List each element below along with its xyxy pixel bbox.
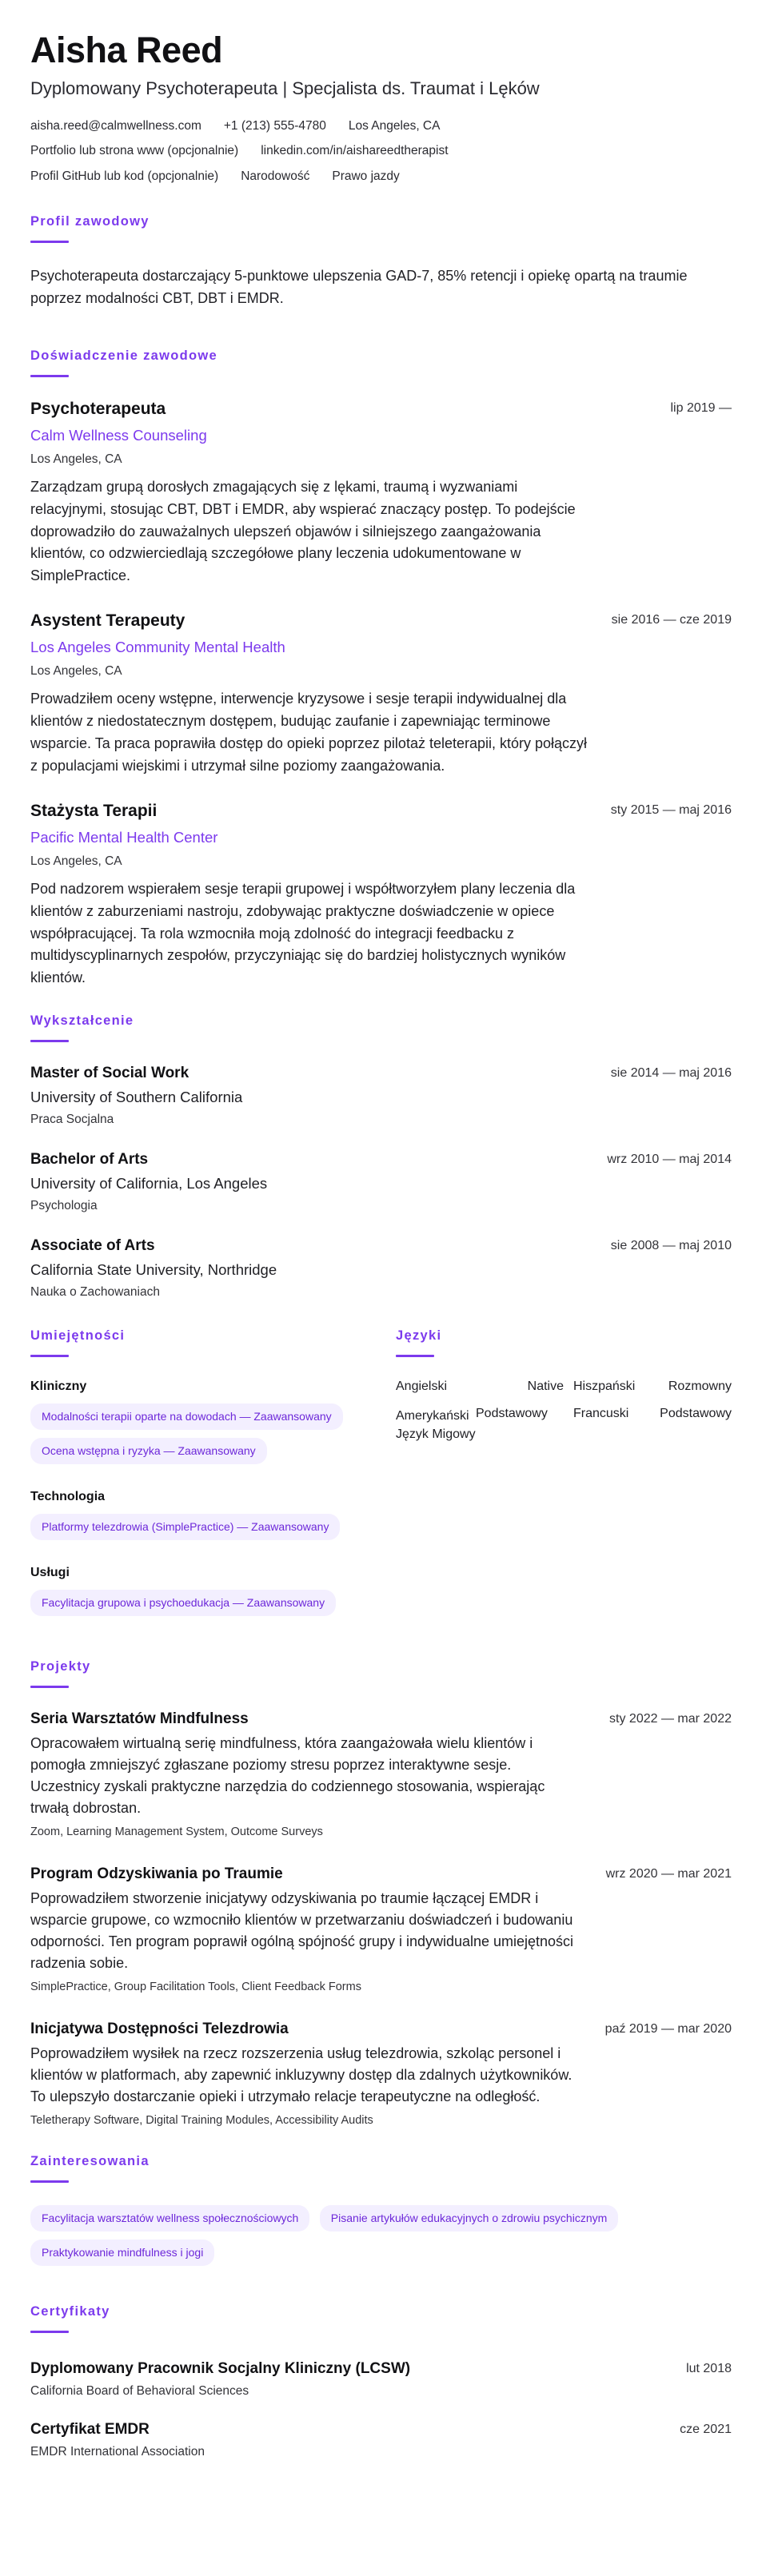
job-role: Psychoterapeuta	[30, 399, 166, 418]
language-level: Podstawowy	[476, 1407, 548, 1421]
education-school: University of Southern California	[30, 1089, 243, 1106]
language-level: Rozmowny	[668, 1380, 732, 1394]
skill-category: Kliniczny	[30, 1380, 87, 1394]
section-title: Certyfikaty	[30, 2303, 110, 2319]
job-location: Los Angeles, CA	[30, 854, 122, 868]
section-title: Profil zawodowy	[30, 214, 150, 229]
education-entry	[30, 1237, 732, 1300]
skill-group	[30, 1380, 349, 1472]
interests-section	[30, 2154, 732, 2274]
github-link[interactable]: Profil GitHub lub kod (opcjonalnie)	[30, 169, 219, 183]
job-organization: Los Angeles Community Mental Health	[30, 639, 285, 656]
interest-chip: Facylitacja warsztatów wellness społecznościowych	[30, 2205, 309, 2232]
project-tools: SimplePractice, Group Facilitation Tools, Client Feedback Forms	[30, 1980, 361, 1993]
job-location: Los Angeles, CA	[30, 664, 122, 679]
interest-chip: Pisanie artykułów edukacyjnych o zdrowiu psychicznym	[320, 2205, 618, 2232]
education-entry	[30, 1065, 732, 1127]
job-date: lip 2019 —	[670, 400, 732, 415]
project-entry	[30, 1710, 732, 1838]
education-degree: Bachelor of Arts	[30, 1151, 149, 1169]
section-divider	[30, 1355, 69, 1357]
candidate-name: Aisha Reed	[30, 30, 223, 70]
resume-header	[30, 30, 732, 182]
skill-category: Usługi	[30, 1565, 70, 1579]
job-organization: Pacific Mental Health Center	[30, 828, 218, 846]
experience-entry	[30, 802, 732, 989]
skill-group	[30, 1490, 349, 1548]
skill-chip: Platformy telezdrowia (SimplePractice) — Zaawansowany	[30, 1514, 340, 1540]
section-divider	[30, 2331, 69, 2333]
language-name: Hiszpański	[573, 1380, 636, 1394]
project-name: Inicjatywa Dostępności Telezdrowia	[30, 2020, 289, 2037]
section-title: Umiejętności	[30, 1328, 126, 1344]
education-date: wrz 2010 — maj 2014	[607, 1153, 732, 1167]
education-date: sie 2014 — maj 2016	[610, 1066, 732, 1081]
certification-issuer: California Board of Behavioral Sciences	[30, 2383, 249, 2398]
project-description: Poprowadziłem wysiłek na rzecz rozszerzenia usług telezdrowia, szkoląc personel i klientów w platformach, aby zapewnić inkluzywny dostęp dla zdalnych użytkowników. To ulepszyło dostarczanie opieki i utrzymało relacje terapeutyczne na odległość.	[30, 2044, 572, 2104]
section-divider	[30, 375, 69, 377]
email-link[interactable]: aisha.reed@calmwellness.com	[30, 118, 201, 133]
education-degree: Associate of Arts	[30, 1237, 155, 1255]
skill-group	[30, 1566, 349, 1624]
phone-link[interactable]: +1 (213) 555-4780	[223, 118, 326, 133]
nationality-text: Narodowość	[241, 169, 310, 183]
section-title: Projekty	[30, 1658, 91, 1674]
experience-entry	[30, 611, 732, 778]
certification-entry	[30, 2360, 732, 2399]
job-role: Stażysta Terapii	[30, 801, 158, 820]
linkedin-link[interactable]: linkedin.com/in/aishareedtherapist	[261, 144, 449, 157]
portfolio-link[interactable]: Portfolio lub strona www (opcjonalnie)	[30, 144, 239, 157]
education-school: California State University, Northridge	[30, 1261, 277, 1279]
section-title: Języki	[396, 1328, 442, 1344]
section-divider	[30, 1040, 69, 1042]
language-name: Angielski	[396, 1380, 448, 1394]
education-entry	[30, 1151, 732, 1213]
section-divider	[30, 2180, 69, 2183]
location-text: Los Angeles, CA	[348, 118, 441, 133]
languages-grid	[396, 1380, 732, 1443]
section-title: Doświadczenie zawodowe	[30, 348, 217, 363]
skill-chip: Modalności terapii oparte na dowodach — Zaawansowany	[30, 1403, 343, 1430]
education-school: University of California, Los Angeles	[30, 1175, 268, 1192]
skill-chip: Facylitacja grupowa i psychoedukacja — Zaawansowany	[30, 1590, 336, 1616]
certification-name: Dyplomowany Pracownik Socjalny Kliniczny (LCSW)	[30, 2359, 411, 2377]
education-section	[30, 1013, 732, 1300]
projects-section	[30, 1659, 732, 2127]
project-date: sty 2022 — mar 2022	[609, 1711, 732, 1726]
candidate-title: Dyplomowany Psychoterapeuta | Specjalista ds. Traumat i Lęków	[30, 78, 540, 98]
project-name: Seria Warsztatów Mindfulness	[30, 1710, 249, 1727]
contact-row	[30, 170, 732, 183]
contact-row	[30, 145, 732, 157]
experience-entry	[30, 400, 732, 587]
certification-entry	[30, 2421, 732, 2459]
project-entry	[30, 2021, 732, 2127]
job-location: Los Angeles, CA	[30, 452, 122, 466]
driving-license-text: Prawo jazdy	[332, 169, 400, 183]
job-description: Pod nadzorem wspierałem sesje terapii grupowej i współtworzyłem plany leczenia dla klientów z zaburzeniami nastroju, zdobywając praktyczne doświadczenie w opiece współpracującej. Ta rola wzmocniła moją zdolność do integracji feedbacku z multidyscyplinarnych zespołów, przyczyniając się do bardziej holistycznych wyników klientów.	[30, 880, 576, 986]
project-name: Program Odzyskiwania po Traumie	[30, 1865, 283, 1882]
job-date: sie 2016 — cze 2019	[611, 613, 732, 627]
education-field: Praca Socjalna	[30, 1113, 114, 1127]
project-description: Poprowadziłem stworzenie inicjatywy odzyskiwania po traumie łączącej EMDR i wsparcie grupowe, co wzmocniło klientów w przetwarzaniu doświadczeń i budowaniu odporności. Ten program poprawił ogólną spójność grupy i indywidualne umiejętności radzenia sobie.	[30, 1889, 574, 1971]
certification-name: Certyfikat EMDR	[30, 2420, 150, 2438]
language-level: Native	[527, 1380, 564, 1394]
certification-issuer: EMDR International Association	[30, 2444, 205, 2459]
language-name: Amerykański Język Migowy	[396, 1409, 476, 1442]
project-tools: Zoom, Learning Management System, Outcome Surveys	[30, 1825, 323, 1838]
project-date: wrz 2020 — mar 2021	[605, 1866, 732, 1881]
education-date: sie 2008 — maj 2010	[610, 1239, 732, 1253]
skill-chip: Ocena wstępna i ryzyka — Zaawansowany	[30, 1438, 267, 1464]
section-title: Wykształcenie	[30, 1013, 134, 1029]
section-divider	[396, 1355, 434, 1357]
project-date: paź 2019 — mar 2020	[604, 2021, 732, 2036]
job-organization: Calm Wellness Counseling	[30, 426, 207, 444]
interests-chips	[30, 2205, 732, 2274]
education-field: Nauka o Zachowaniach	[30, 1285, 160, 1300]
certification-date: cze 2021	[680, 2422, 732, 2436]
contact-row	[30, 120, 732, 133]
project-description: Opracowałem wirtualną serię mindfulness, która zaangażowała wielu klientów i pomogła zmniejszyć zgłaszane poziomy stresu poprzez interaktywne sesje. Uczestnicy zyskali praktyczne narzędzia do codziennego stosowania, wspierając trwałą dobrostan.	[30, 1734, 545, 1816]
project-entry	[30, 1865, 732, 1993]
language-level: Podstawowy	[660, 1407, 732, 1421]
project-tools: Teletherapy Software, Digital Training Modules, Accessibility Audits	[30, 2113, 373, 2127]
experience-section	[30, 348, 732, 989]
skills-section	[30, 1328, 349, 1642]
section-divider	[30, 241, 69, 243]
certification-date: lut 2018	[686, 2361, 732, 2375]
certifications-section	[30, 2304, 732, 2459]
job-description: Zarządzam grupą dorosłych zmagających się z lękami, traumą i wyzwaniami relacyjnymi, stosując CBT, DBT i EMDR, aby wspierać znaczący postęp. To podejście doprowadziło do zauważalnych ulepszeń objawów i silniejszego zaangażowania klientów, co odzwierciedlają szczegółowe plany leczenia udokumentowane w SimplePractice.	[30, 478, 576, 584]
skills-languages-row	[30, 1328, 732, 1642]
summary-text: Psychoterapeuta dostarczający 5-punktowe ulepszenia GAD-7, 85% retencji i opiekę opartą na traumie poprzez modalności CBT, DBT i EMDR.	[30, 268, 688, 306]
interest-chip: Praktykowanie mindfulness i jogi	[30, 2240, 214, 2266]
skill-category: Technologia	[30, 1490, 106, 1504]
section-title: Zainteresowania	[30, 2153, 150, 2168]
languages-section	[396, 1328, 732, 1642]
summary-section	[30, 214, 732, 310]
contact-info	[30, 120, 732, 183]
education-degree: Master of Social Work	[30, 1065, 190, 1082]
job-date: sty 2015 — maj 2016	[610, 802, 732, 817]
job-description: Prowadziłem oceny wstępne, interwencje kryzysowe i sesje terapii indywidualnej dla klientów z niedostatecznym dostępem, budując zaufanie i zapewniając terminowe wsparcie. Ta praca poprawiła dostęp do opieki poprzez pilotaż teleterapii, który połączył z populacjami wiejskimi i utrzymał silne poziomy zaangażowania.	[30, 691, 588, 774]
job-role: Asystent Terapeuty	[30, 611, 186, 631]
education-field: Psychologia	[30, 1199, 98, 1213]
section-divider	[30, 1686, 69, 1688]
language-name: Francuski	[573, 1407, 629, 1421]
